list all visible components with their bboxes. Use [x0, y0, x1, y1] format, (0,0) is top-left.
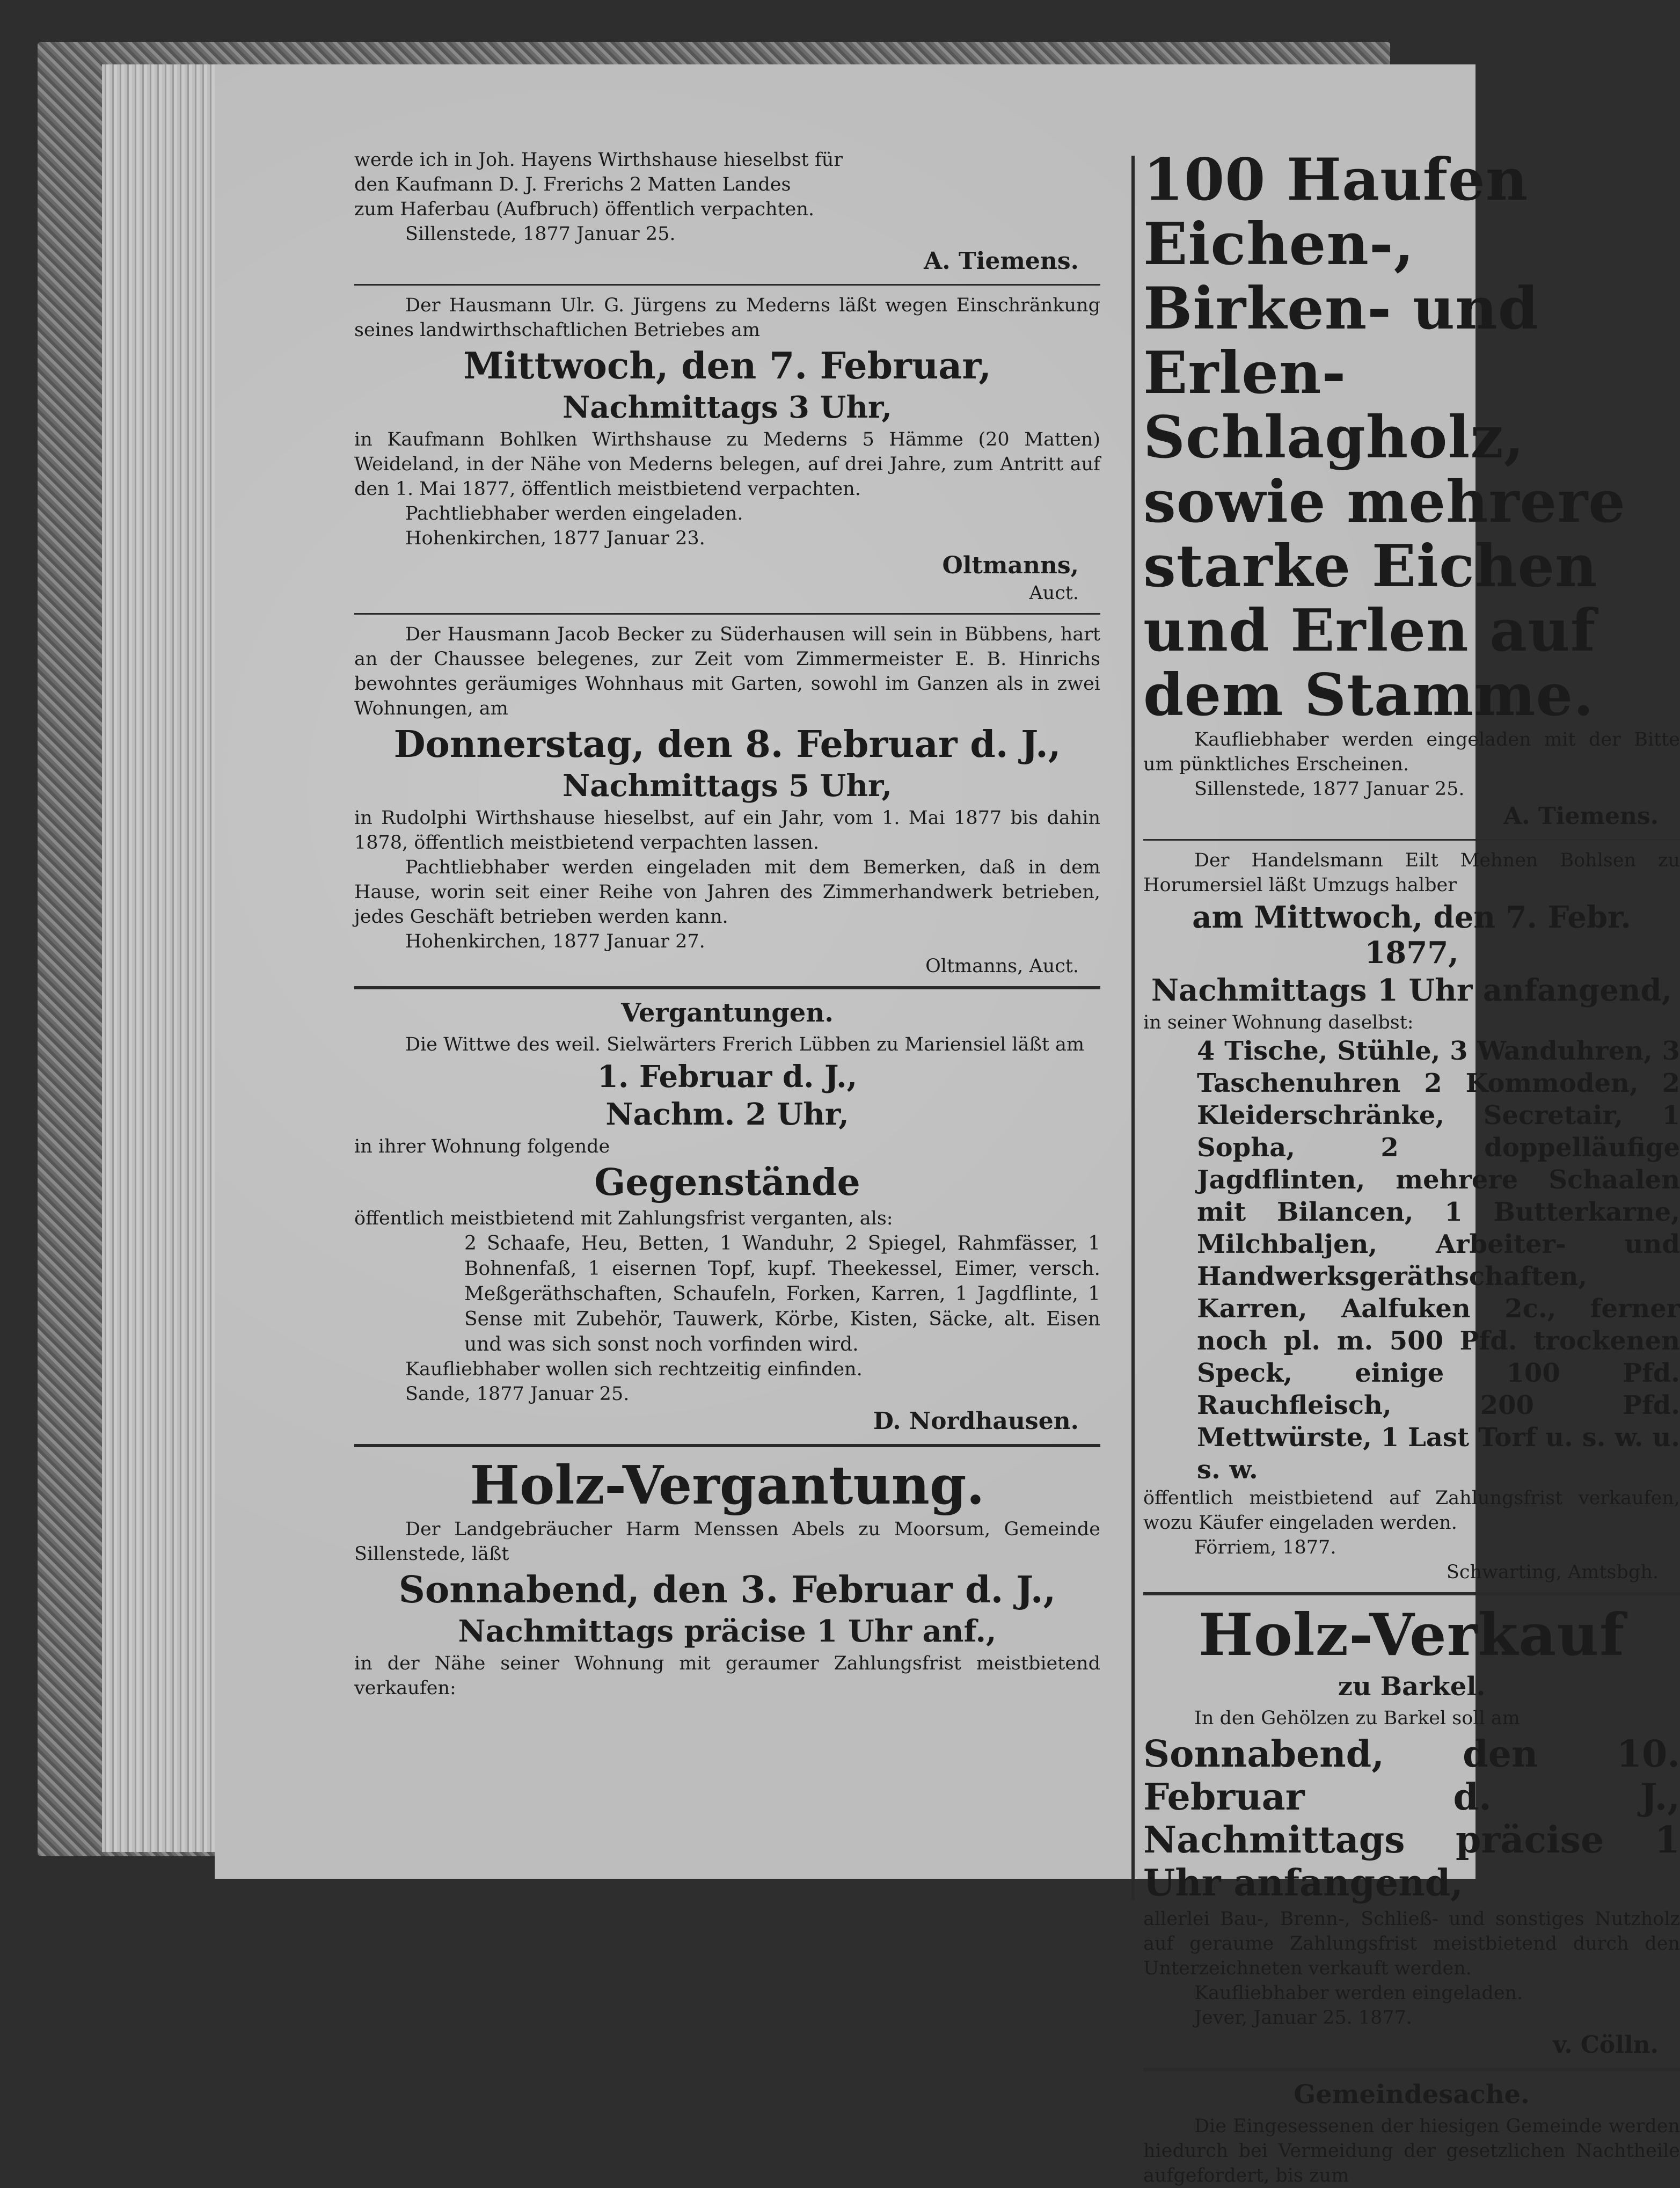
notice-tiemens-lease	[354, 148, 1100, 276]
items-list: 2 Schaafe, Heu, Betten, 1 Wanduhr, 2 Spiegel, Rahmfässer, 1 Bohnenfaß, 1 eisernen Topf, kupf. Theekessel, Eimer, versch. Meßgeräthschaften, Schaufeln, Forken, Karren, 1 Jagdflinte, 1 Sense mit Zubehör, Tauwerk, Körbe, Kisten, Säcke, alt. Eisen und was sich sonst noch vorfinden wird.	[464, 1232, 1100, 1355]
right-column	[1143, 148, 1680, 2188]
notice-text-line: den Kaufmann D. J. Frerichs 2 Matten Landes	[354, 174, 791, 195]
notice-body: Die Eingesessenen der hiesigen Gemeinde werden hiedurch bei Vermeidung der gesetzlichen Nachtheile aufgefordert, bis zum	[1143, 2116, 1680, 2186]
notice-date: Jever, Januar 25. 1877.	[1194, 2007, 1413, 2029]
newspaper-page	[215, 64, 1680, 2186]
notice-date: Förriem, 1877.	[1194, 1537, 1336, 1558]
notice-role: Auct.	[1029, 582, 1079, 604]
notice-invite: Kaufliebhaber wollen sich rechtzeitig einfinden.	[405, 1359, 863, 1380]
notice-intro: Der Hausmann Jacob Becker zu Süderhausen will sein in Bübbens, hart an der Chaussee belegenes, zur Zeit vom Zimmermeister E. B. Hinrichs bewohntes geräumiges Wohnhaus mit Garten, sowohl im Ganzen als in zwei Wohnungen, am	[354, 624, 1100, 719]
items-list: 4 Tische, Stühle, 3 Wanduhren, 3 Taschenuhren 2 Kommoden, 2 Kleiderschränke, Secretair, 1 Sopha, 2 doppelläufige Jagdflinten, mehrere Schaalen mit Bilancen, 1 Butterkarne, Milchbaljen, Arbeiter- und Handwerksgeräthschaften, Karren, Aalfuken 2c., ferner noch pl. m. 500 Pfd. trockenen Speck, einige 100 Pfd. Rauchfleisch, 200 Pfd. Mettwürste, 1 Last Torf u. s. w. u. s. w.	[1197, 1036, 1680, 1485]
notice-time: Nachmittags präcise 1 Uhr anf.,	[458, 1614, 997, 1649]
notice-signature: Oltmanns, Auct.	[925, 956, 1079, 977]
notice-time: Nachmittags 5 Uhr,	[563, 768, 892, 804]
notice-signature: v. Cölln.	[1553, 2031, 1659, 2059]
notice-body: in der Nähe seiner Wohnung mit geraumer Zahlungsfrist meistbietend verkaufen:	[354, 1653, 1100, 1699]
notice-day: Sonnabend, den 10. Februar d. J., Nachmittags präcise 1 Uhr anfangend,	[1143, 1733, 1680, 1905]
separator	[1143, 1592, 1680, 1595]
section-subheading: zu Barkel.	[1338, 1672, 1486, 1702]
notice-invite: Kaufliebhaber werden eingeladen.	[1194, 1982, 1523, 2004]
left-column	[354, 148, 1100, 1701]
notice-intro: In den Gehölzen zu Barkel soll am	[1194, 1708, 1520, 1729]
notice-abels-wood	[354, 1455, 1100, 1701]
notice-intro: Der Handelsmann Eilt Mehnen Bohlsen zu Horumersiel läßt Umzugs halber	[1143, 850, 1680, 896]
notice-signature: D. Nordhausen.	[873, 1407, 1079, 1435]
notice-time: Nachmittags 1 Uhr anfangend,	[1151, 973, 1672, 1008]
notice-intro: Der Hausmann Ulr. G. Jürgens zu Mederns läßt wegen Einschränkung seines landwirthschaftlichen Betriebes am	[354, 295, 1100, 341]
notice-becker-house	[354, 622, 1100, 979]
notice-place: in ihrer Wohnung folgende	[354, 1136, 610, 1157]
notice-date: Sillenstede, 1877 Januar 25.	[405, 223, 676, 245]
notice-signature: Schwarting, Amtsbgh.	[1446, 1562, 1659, 1583]
notice-day: Sonnabend, den 3. Februar d. J.,	[398, 1569, 1056, 1611]
section-heading: Vergantungen.	[621, 998, 834, 1028]
notice-place: in seiner Wohnung daselbst:	[1143, 1012, 1414, 1033]
notice-barkel-wood	[1143, 1603, 1680, 2060]
notice-juergens-lease	[354, 293, 1100, 606]
notice-signature: A. Tiemens.	[1503, 803, 1659, 830]
notice-headline: 100 Haufen Eichen-, Birken- und Erlen-Schlagholz, sowie mehrere starke Eichen und Erlen auf dem Stamme.	[1143, 146, 1626, 729]
separator	[354, 613, 1100, 615]
notice-date: Sande, 1877 Januar 25.	[405, 1383, 630, 1405]
notice-intro: Die Wittwe des weil. Sielwärters Frerich Lübben zu Mariensiel läßt am	[405, 1034, 1085, 1055]
column-divider	[1131, 156, 1135, 1900]
notice-invite: Pachtliebhaber werden eingeladen.	[405, 503, 743, 524]
notice-body: in Rudolphi Wirthshause hieselbst, auf ein Jahr, vom 1. Mai 1877 bis dahin 1878, öffentlich meistbietend verpachten lassen.	[354, 807, 1100, 854]
separator	[1143, 839, 1680, 841]
section-heading: Gemeindesache.	[1294, 2080, 1530, 2110]
notice-body: in Kaufmann Bohlken Wirthshause zu Mederns 5 Hämme (20 Matten) Weideland, in der Nähe von Mederns belegen, auf drei Jahre, zum Antritt auf den 1. Mai 1877, öffentlich meistbietend verpachten.	[354, 429, 1100, 500]
notice-terms: öffentlich meistbietend mit Zahlungsfrist verganten, als:	[354, 1208, 893, 1229]
notice-gemeindesache	[1143, 2078, 1680, 2188]
notice-body: allerlei Bau-, Brenn-, Schließ- und sonstiges Nutzholz auf geraume Zahlungsfrist meistbietend durch den Unterzeichneten verkauft werden.	[1143, 1908, 1680, 1979]
separator	[1143, 2068, 1680, 2071]
notice-time: Nachmittags 3 Uhr,	[563, 390, 892, 425]
section-heading: Holz-Verkauf	[1198, 1601, 1625, 1669]
separator	[354, 1444, 1100, 1447]
section-heading: Holz-Vergantung.	[470, 1455, 985, 1516]
notice-text-line: zum Haferbau (Aufbruch) öffentlich verpachten.	[354, 199, 815, 220]
notice-terms: öffentlich meistbietend auf Zahlungsfrist verkaufen, wozu Käufer eingeladen werden.	[1143, 1487, 1680, 1534]
separator	[354, 986, 1100, 989]
notice-day: Mittwoch, den 7. Februar,	[463, 345, 991, 388]
items-title: Gegenstände	[594, 1161, 860, 1204]
notice-signature: Oltmanns,	[942, 552, 1079, 579]
notice-schlagholz	[1143, 148, 1680, 832]
notice-signature: A. Tiemens.	[924, 247, 1079, 275]
notice-invite: Pachtliebhaber werden eingeladen mit dem Bemerken, daß in dem Hause, worin seit einer Reihe von Jahren des Zimmerhandwerk betrieben, jedes Geschäft betrieben werden kann.	[354, 857, 1100, 928]
notice-intro: Der Landgebräucher Harm Menssen Abels zu Moorsum, Gemeinde Sillenstede, läßt	[354, 1519, 1100, 1565]
notice-day: am Mittwoch, den 7. Febr. 1877,	[1192, 900, 1631, 971]
separator	[354, 284, 1100, 286]
notice-time: Nachm. 2 Uhr,	[605, 1097, 849, 1132]
notice-luebben-auction	[354, 997, 1100, 1436]
notice-bohlsen-sale	[1143, 848, 1680, 1585]
notice-body: Kaufliebhaber werden eingeladen mit der Bitte um pünktliches Erscheinen.	[1143, 729, 1680, 775]
notice-text-line: werde ich in Joh. Hayens Wirthshause hieselbst für	[354, 149, 843, 171]
notice-date: Sillenstede, 1877 Januar 25.	[1194, 778, 1465, 800]
notice-day: 1. Februar d. J.,	[597, 1059, 858, 1095]
notice-date: Hohenkirchen, 1877 Januar 27.	[405, 931, 705, 952]
notice-date: Hohenkirchen, 1877 Januar 23.	[405, 528, 705, 549]
notice-day: Donnerstag, den 8. Februar d. J.,	[393, 723, 1061, 766]
